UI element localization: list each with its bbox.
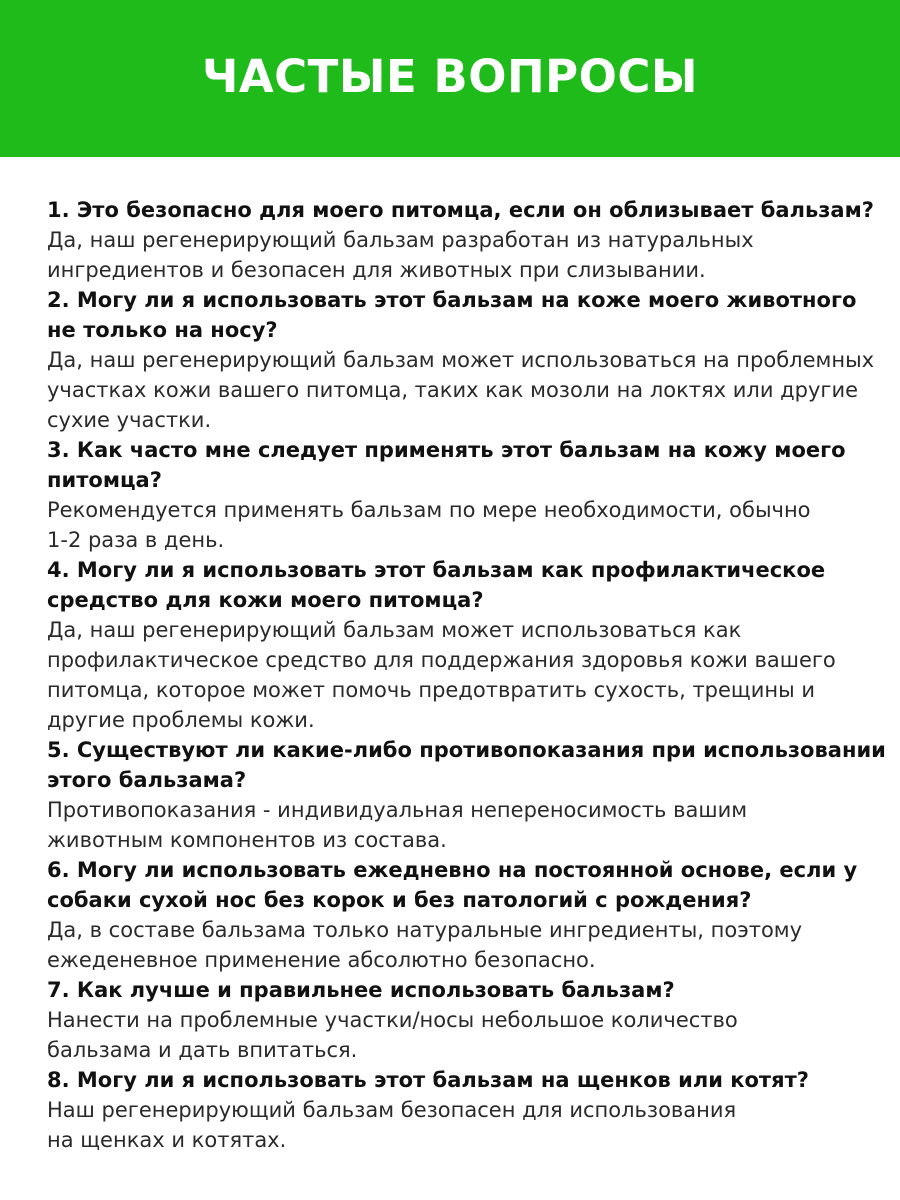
faq-item-7 (47, 975, 900, 1065)
faq-question: 1. Это безопасно для моего питомца, если он облизывает бальзам? (47, 198, 874, 222)
faq-item-6 (47, 855, 900, 975)
faq-item-8 (47, 1065, 900, 1155)
faq-item-3 (47, 435, 900, 555)
faq-list (0, 157, 900, 1155)
faq-question: 3. Как часто мне следует применять этот бальзам на кожу моего питомца? (47, 438, 846, 492)
page-title: ЧАСТЫЕ ВОПРОСЫ (201, 50, 699, 103)
faq-item-5 (47, 735, 900, 855)
faq-answer: Да, наш регенерирующий бальзам может использоваться на проблемных участках кожи вашего питомца, таких как мозоли на локтях или другие сухие участки. (47, 348, 875, 432)
faq-answer: Противопоказания - индивидуальная непереносимость вашим животным компонентов из состава. (47, 798, 748, 852)
faq-question: 5. Существуют ли какие-либо противопоказания при использовании этого бальзама? (47, 738, 886, 792)
faq-answer: Рекомендуется применять бальзам по мере необходимости, обычно 1-2 раза в день. (47, 498, 811, 552)
faq-question: 2. Могу ли я использовать этот бальзам на коже моего животного не только на носу? (47, 288, 857, 342)
faq-item-2 (47, 285, 900, 435)
faq-answer: Да, в составе бальзама только натуральные ингредиенты, поэтому ежеденевное применение абсолютно безопасно. (47, 918, 803, 972)
faq-question: 6. Могу ли использовать ежедневно на постоянной основе, если у собаки сухой нос без корок и без патологий с рождения? (47, 858, 858, 912)
faq-answer: Да, наш регенерирующий бальзам разработан из натуральных ингредиентов и безопасен для животных при слизывании. (47, 228, 754, 282)
header-banner (0, 0, 900, 157)
faq-answer: Наш регенерирующий бальзам безопасен для использования на щенках и котятах. (47, 1098, 737, 1152)
faq-question: 4. Могу ли я использовать этот бальзам как профилактическое средство для кожи моего питомца? (47, 558, 826, 612)
faq-item-1 (47, 195, 900, 285)
faq-question: 8. Могу ли я использовать этот бальзам на щенков или котят? (47, 1068, 809, 1092)
faq-answer: Нанести на проблемные участки/носы небольшое количество бальзама и дать впитаться. (47, 1008, 738, 1062)
faq-answer: Да, наш регенерирующий бальзам может использоваться как профилактическое средство для поддержания здоровья кожи вашего питомца, которое может помочь предотвратить сухость, трещины и другие проблемы кожи. (47, 618, 836, 732)
faq-question: 7. Как лучше и правильнее использовать бальзам? (47, 978, 675, 1002)
faq-item-4 (47, 555, 900, 735)
